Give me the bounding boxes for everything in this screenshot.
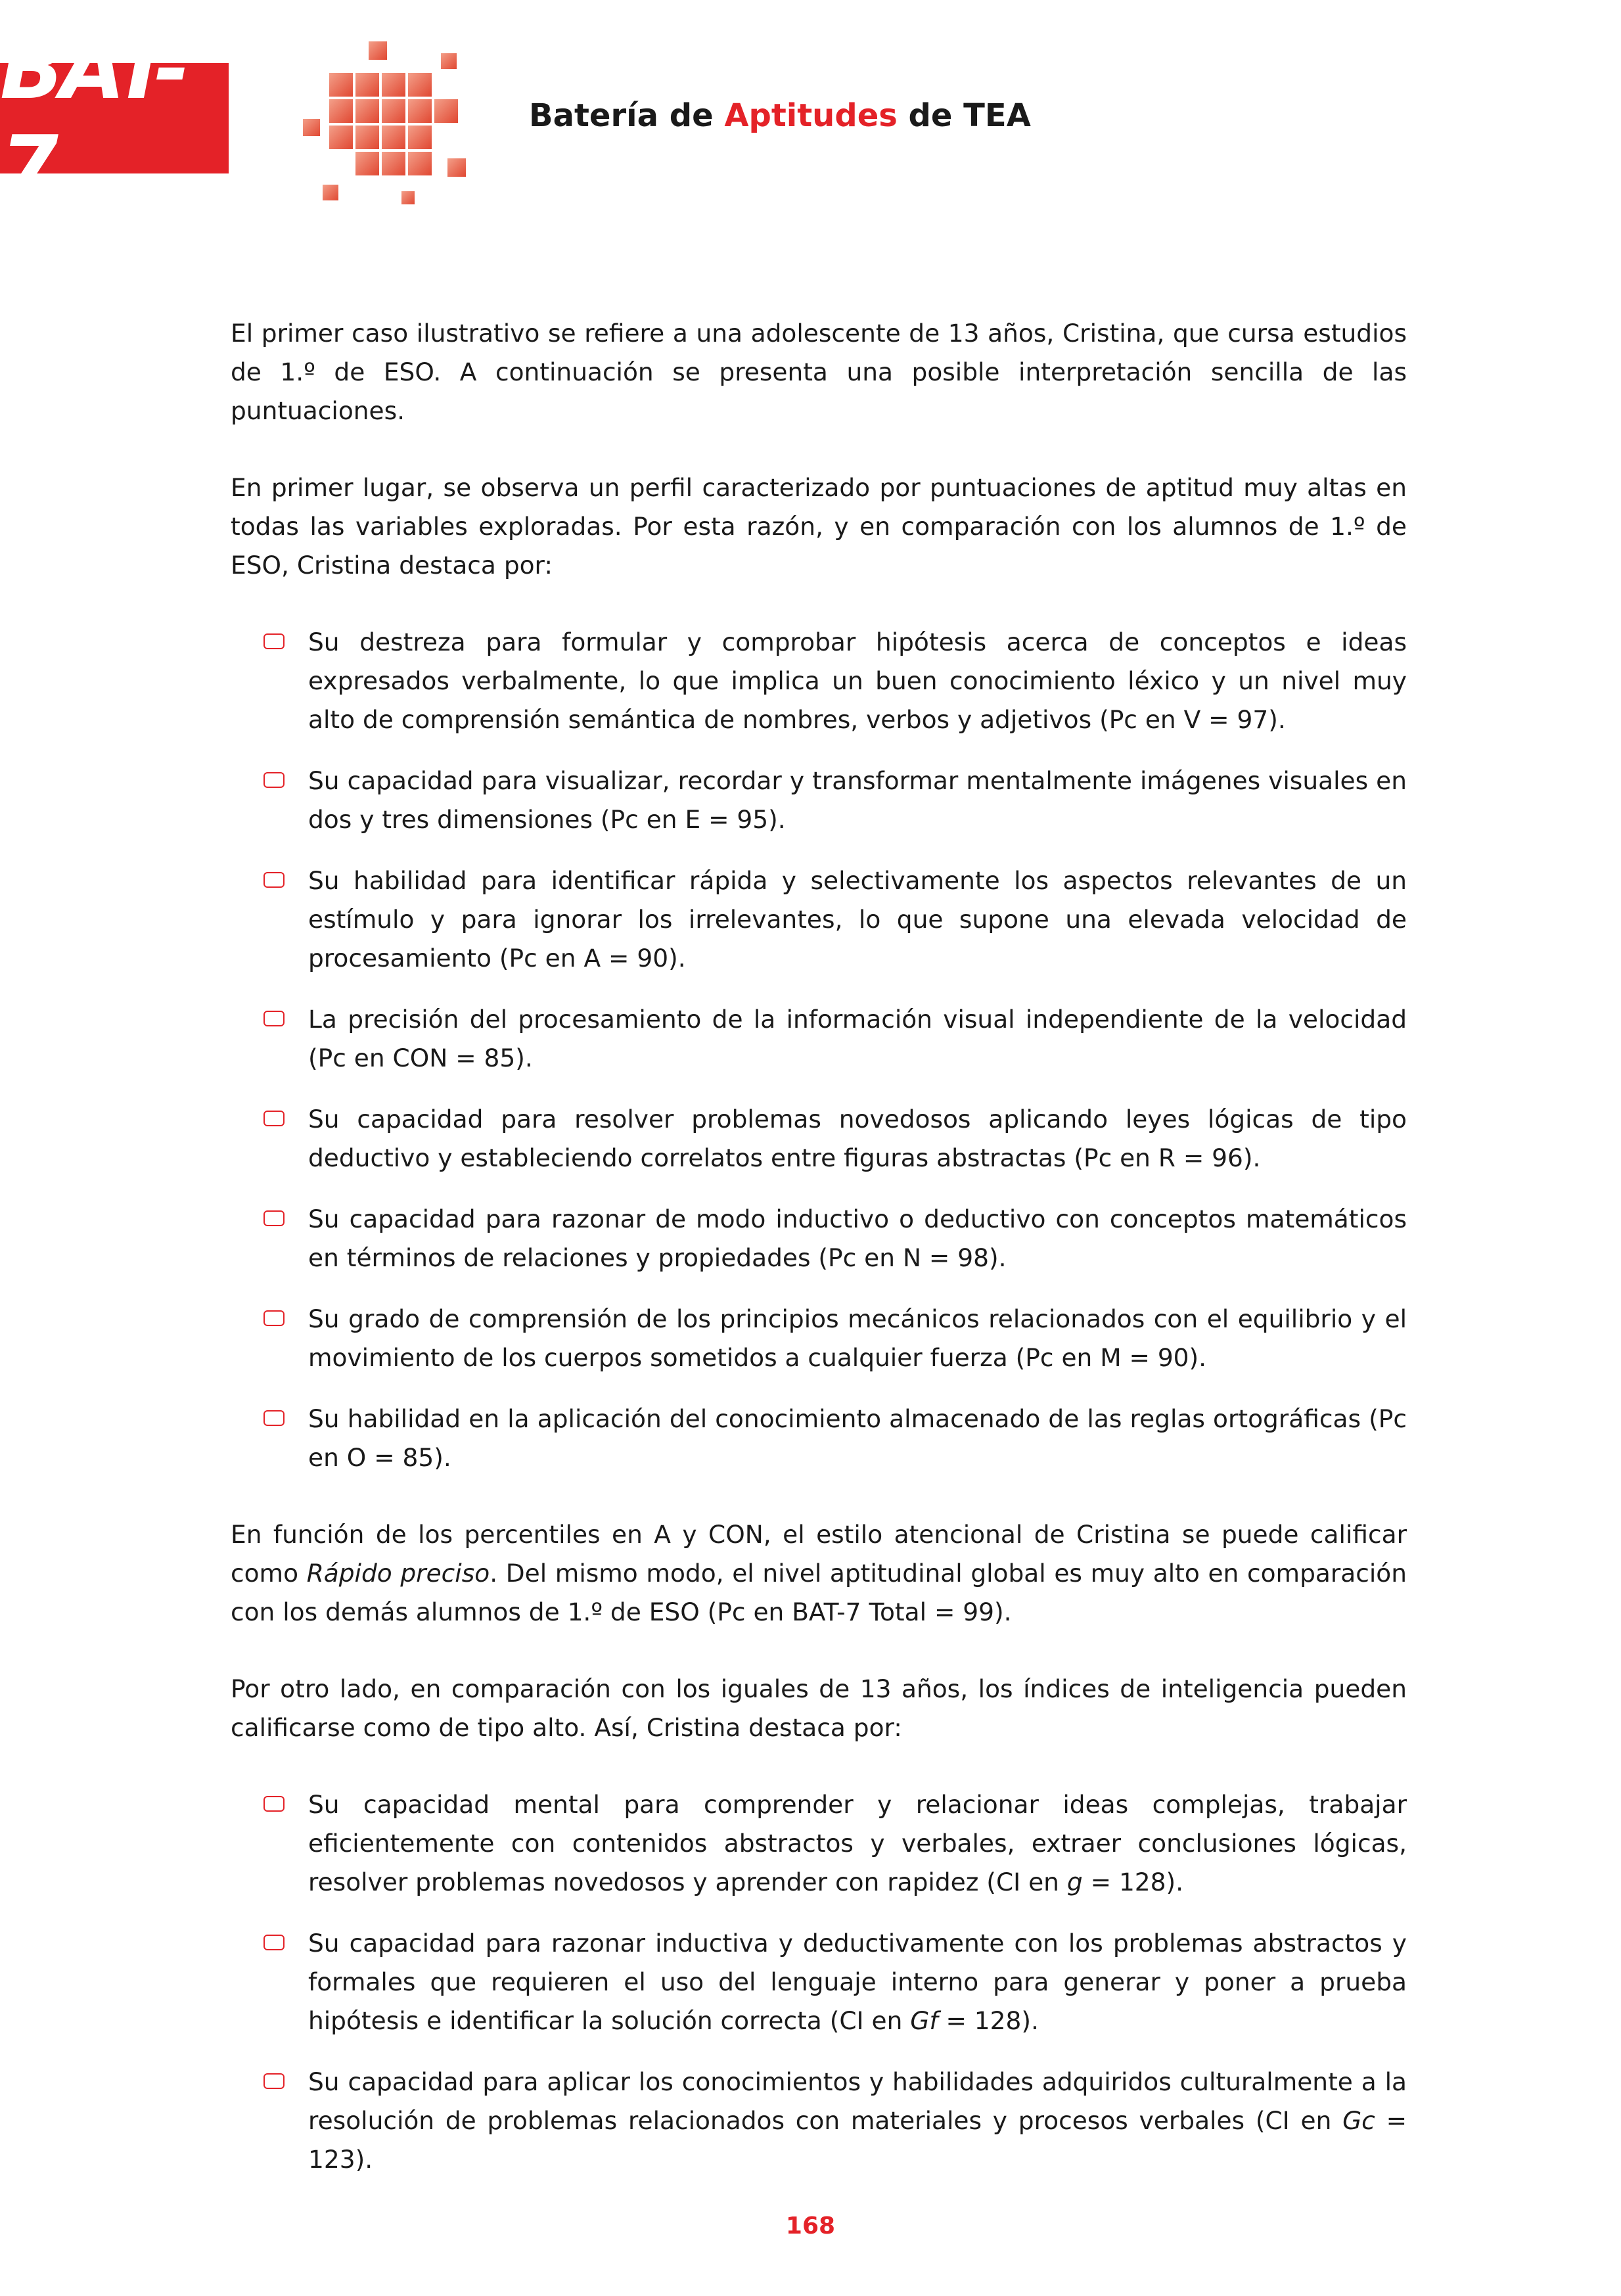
list-item-text: Su habilidad para identificar rápida y selectivamente los aspectos relevantes de un estímulo y para ignorar los irrelevantes, lo que supone una elevada velocidad de procesamiento (Pc en A = 90). — [308, 866, 1407, 973]
list-item-text: Su grado de comprensión de los principios mecánicos relacionados con el equilibrio y el movimiento de los cuerpos sometidos a cualquier fuerza (Pc en M = 90). — [308, 1304, 1407, 1372]
index-symbol: g — [1066, 1868, 1083, 1896]
page-number: 168 — [785, 2213, 836, 2239]
bullet-icon — [263, 1410, 285, 1426]
list-item-text-end: = 128). — [938, 2006, 1039, 2035]
list-item-text: La precisión del procesamiento de la información visual independiente de la velocidad (Pc en CON = 85). — [308, 1005, 1407, 1072]
paragraph-intro: El primer caso ilustrativo se refiere a una adolescente de 13 años, Cristina, que cursa estudios de 1.º de ESO. A continuación se presenta una posible interpretación sencilla de las puntuaciones. — [231, 319, 1407, 425]
bullet-icon — [263, 1210, 285, 1226]
list-item-text: Su capacidad para resolver problemas novedosos aplicando leyes lógicas de tipo deductivo y estableciendo correlatos entre figuras abstractas (Pc en R = 96). — [308, 1105, 1407, 1172]
paragraph-intelligence: Por otro lado, en comparación con los iguales de 13 años, los índices de inteligencia pueden calificarse como de tipo alto. Así, Cristina destaca por: — [231, 1674, 1407, 1742]
list-item-text: Su capacidad para razonar inductiva y deductivamente con los problemas abstractos y formales que requieren el uso del lenguaje interno para generar y poner a prueba hipótesis e identificar la solución correcta (CI en — [308, 1929, 1407, 2035]
p3-emphasis: Rápido preciso — [306, 1559, 490, 1588]
list-item — [231, 861, 1407, 978]
header-title — [529, 97, 1031, 134]
list-item — [231, 762, 1407, 839]
bullet-icon — [263, 872, 285, 888]
paragraph-attention-style — [231, 1515, 1407, 1632]
list-item-text: Su capacidad para razonar de modo inductivo o deductivo con conceptos matemáticos en términos de relaciones y propiedades (Pc en N = 98). — [308, 1205, 1407, 1272]
bullet-icon — [263, 1796, 285, 1812]
list-item — [231, 2063, 1407, 2179]
title-prefix: Batería de — [529, 97, 725, 134]
list-item — [231, 1300, 1407, 1377]
title-suffix: de TEA — [897, 97, 1031, 134]
bullet-icon — [263, 633, 285, 649]
intelligence-list — [231, 1785, 1407, 2179]
index-symbol: Gc — [1342, 2106, 1375, 2135]
bullet-icon — [263, 772, 285, 788]
bullet-icon — [263, 1011, 285, 1026]
p3-text-after: . Del mismo modo, el nivel aptitudinal global es muy alto en comparación con los demás alumnos de 1.º de ESO (Pc en BAT-7 Total = 99). — [231, 1559, 1407, 1626]
logo-text: BAT-7 — [0, 20, 185, 216]
list-item — [231, 1924, 1407, 2040]
list-item — [231, 1200, 1407, 1277]
list-item-text: Su capacidad para aplicar los conocimientos y habilidades adquiridos culturalmente a la resolución de problemas relacionados con materiales y procesos verbales (CI en — [308, 2067, 1407, 2135]
list-item-text: Su destreza para formular y comprobar hipótesis acerca de conceptos e ideas expresados verbalmente, lo que implica un buen conocimiento léxico y un nivel muy alto de comprensión semántica de nombres, verbos y adjetivos (Pc en V = 97). — [308, 628, 1407, 734]
index-symbol: Gf — [910, 2006, 938, 2035]
cube-graphic — [283, 26, 499, 223]
paragraph-profile: En primer lugar, se observa un perfil caracterizado por puntuaciones de aptitud muy altas en todas las variables exploradas. Por esta razón, y en comparación con los alumnos de 1.º de ESO, Cristina destaca por: — [231, 473, 1407, 580]
title-accent: Aptitudes — [724, 97, 898, 134]
list-item — [231, 1400, 1407, 1477]
list-item — [231, 623, 1407, 739]
bullet-icon — [263, 1935, 285, 1950]
bullet-icon — [263, 1111, 285, 1126]
list-item-text: Su habilidad en la aplicación del conocimiento almacenado de las reglas ortográficas (Pc en O = 85). — [308, 1404, 1407, 1472]
p3-text-before: En función de los percentiles en A y CON, el estilo atencional de Cristina se puede calificar como — [231, 1520, 1407, 1588]
list-item-text: Su capacidad mental para comprender y relacionar ideas complejas, trabajar eficientemente con contenidos abstractos y verbales, extraer conclusiones lógicas, resolver problemas novedosos y aprender con rapidez (CI en — [308, 1790, 1407, 1896]
list-item — [231, 1000, 1407, 1078]
list-item — [231, 1785, 1407, 1902]
page-content — [231, 314, 1407, 2217]
bat7-logo — [0, 20, 229, 216]
bullet-icon — [263, 2073, 285, 2089]
bullet-icon — [263, 1310, 285, 1326]
list-item-text: Su capacidad para visualizar, recordar y transformar mentalmente imágenes visuales en dos y tres dimensiones (Pc en E = 95). — [308, 766, 1407, 834]
list-item — [231, 1100, 1407, 1178]
list-item-text-end: = 128). — [1082, 1868, 1184, 1896]
list-item-text-end: = 123). — [308, 2106, 1407, 2174]
aptitude-list — [231, 623, 1407, 1477]
